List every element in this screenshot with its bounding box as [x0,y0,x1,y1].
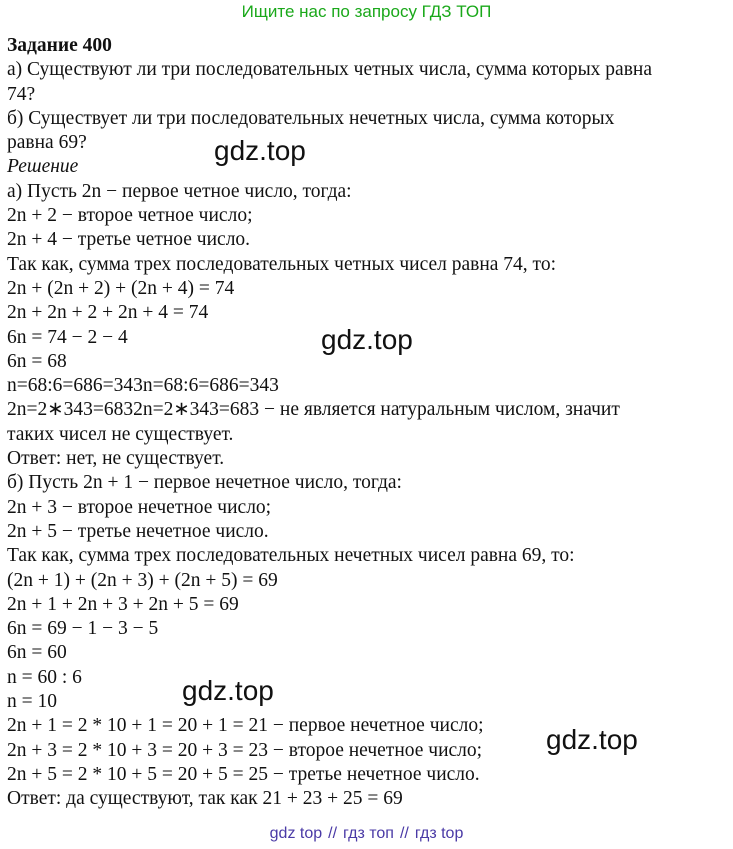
solution-line: таких чисел не существует. [7,423,234,445]
solution-line: 2n=2∗343=6832n=2∗343=683 − не является натуральным числом, значит [7,399,620,421]
solution-line: 6n = 69 − 1 − 3 − 5 [7,618,159,640]
solution-line: 2n + 1 + 2n + 3 + 2n + 5 = 69 [7,593,239,615]
task-title: Задание 400 [7,35,112,56]
answer-line: Ответ: нет, не существует. [7,448,225,470]
watermark: gdz.top [321,324,413,355]
footer-link[interactable]: gdz top [269,825,323,842]
footer-separator: // [328,825,338,842]
task-text-line: б) Существует ли три последовательных нечетных числа, сумма которых [7,107,615,129]
answer-line: Ответ: да существуют, так как 21 + 23 + 25 = 69 [7,788,403,810]
footer-separator: // [399,825,409,842]
solution-line: б) Пусть 2n + 1 − первое нечетное число, тогда: [7,472,402,494]
footer-link[interactable]: гдз топ [343,825,394,842]
solution-line: 2n + 5 = 2 * 10 + 5 = 20 + 5 = 25 − третье нечетное число. [7,763,480,785]
solution-line: (2n + 1) + (2n + 3) + (2n + 5) = 69 [7,569,278,591]
solution-line: n = 10 [7,691,57,713]
solution-line: n=68:6=686=343n=68:6=686=343 [7,375,279,397]
solution-line: 6n = 74 − 2 − 4 [7,326,128,348]
watermark: gdz.top [214,135,306,166]
solution-line: 2n + 1 = 2 * 10 + 1 = 20 + 1 = 21 − первое нечетное число; [7,715,484,737]
solution-line: 2n + (2n + 2) + (2n + 4) = 74 [7,277,235,299]
task-text-line: а) Существуют ли три последовательных четных числа, сумма которых равна [7,59,652,81]
task-text-line: равна 69? [7,132,87,154]
solution-line: 2n + 2n + 2 + 2n + 4 = 74 [7,302,209,324]
solution-line: n = 60 : 6 [7,666,82,688]
solution-line: 2n + 5 − третье нечетное число. [7,520,269,542]
solution-line: 2n + 3 = 2 * 10 + 3 = 20 + 3 = 23 − второе нечетное число; [7,739,483,761]
watermark: gdz.top [182,675,274,706]
search-hint-banner: Ищите нас по запросу ГДЗ ТОП [241,2,492,21]
solution-line: 2n + 3 − второе нечетное число; [7,496,272,518]
solution-line: 2n + 4 − третье четное число. [7,229,251,251]
footer-links [0,823,733,845]
task-content [7,34,727,812]
solution-line: 6n = 60 [7,642,67,664]
task-text-line: 74? [7,83,36,105]
solution-line: 2n + 2 − второе четное число; [7,205,253,227]
solution-line: 6n = 68 [7,350,67,372]
footer-link[interactable]: гдз top [414,825,464,842]
solution-line: Так как, сумма трех последовательных четных чисел равна 74, то: [7,253,556,275]
solution-heading: Решение [7,156,79,178]
solution-line: а) Пусть 2n − первое четное число, тогда: [7,180,352,202]
watermark: gdz.top [546,724,638,755]
solution-line: Так как, сумма трех последовательных нечетных чисел равна 69, то: [7,545,575,567]
